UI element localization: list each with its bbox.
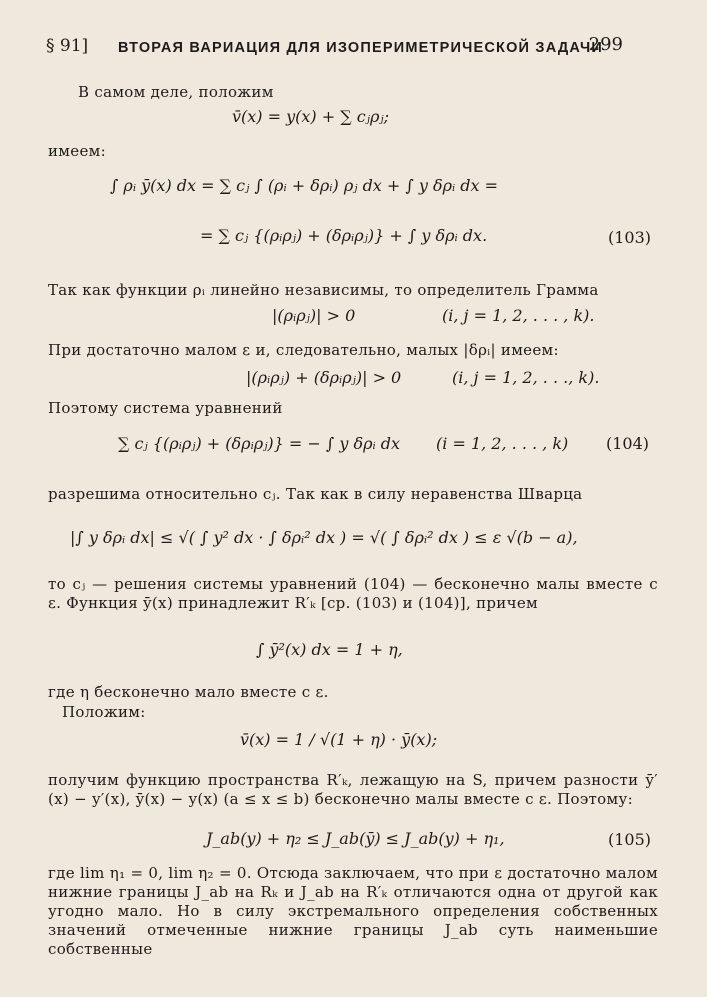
equation-6: |∫ y δρᵢ dx| ≤ √( ∫ y² dx · ∫ δρᵢ² dx ) = √( ∫ δρᵢ² dx ) ≤ ε √(b − a), bbox=[70, 528, 578, 547]
paragraph-11: где lim η₁ = 0, lim η₂ = 0. Отсюда заключаем, что при ε достаточно малом нижние границы J_ab на Rₖ и J_ab на R′ₖ отличаются одна от другой как угодно мало. Но в силу экстремального определения собственных значений отмеченные нижние границы J_ab суть наименьшие собственные bbox=[48, 864, 658, 958]
equation-7: ∫ ȳ²(x) dx = 1 + η, bbox=[256, 640, 403, 659]
equation-2-rhs: = ∑ cⱼ {(ρᵢρⱼ) + (δρᵢρⱼ)} + ∫ y δρᵢ dx. bbox=[200, 226, 488, 245]
equation-1: v̄(x) = y(x) + ∑ cⱼρⱼ; bbox=[232, 107, 389, 126]
equation-9: J_ab(y) + η₂ ≤ J_ab(ȳ) ≤ J_ab(y) + η₁, bbox=[206, 829, 505, 848]
equation-3-condition: (i, j = 1, 2, . . . , k). bbox=[442, 306, 595, 325]
equation-4: |(ρᵢρⱼ) + (δρᵢρⱼ)| > 0 bbox=[246, 368, 402, 387]
paragraph-4: При достаточно малом ε и, следовательно, малых |δρᵢ| имеем: bbox=[48, 341, 559, 359]
equation-number-103: (103) bbox=[608, 228, 652, 247]
paragraph-3: Так как функции ρᵢ линейно независимы, то определитель Грамма bbox=[48, 281, 599, 299]
running-title: ВТОРАЯ ВАРИАЦИЯ ДЛЯ ИЗОПЕРИМЕТРИЧЕСКОЙ ЗАДАЧИ bbox=[118, 40, 604, 56]
paragraph-7: то cⱼ — решения системы уравнений (104) — бесконечно малы вместе с ε. Функция ȳ(x) принадлежит R′ₖ [ср. (103) и (104)], причем bbox=[48, 575, 658, 612]
paragraph-1: В самом деле, положим bbox=[78, 83, 274, 101]
equation-number-105: (105) bbox=[608, 830, 652, 849]
paragraph-10: получим функцию пространства R′ₖ, лежащую на S, причем разности ȳ′(x) − y′(x), ȳ(x) − y(x) (a ≤ x ≤ b) бесконечно малы вместе с ε. Поэтому: bbox=[48, 771, 658, 808]
paragraph-5: Поэтому система уравнений bbox=[48, 399, 283, 417]
equation-4-condition: (i, j = 1, 2, . . ., k). bbox=[452, 368, 600, 387]
paragraph-2: имеем: bbox=[48, 142, 106, 160]
page-number: 299 bbox=[588, 34, 623, 55]
equation-5: ∑ cⱼ {(ρᵢρⱼ) + (δρᵢρⱼ)} = − ∫ y δρᵢ dx bbox=[118, 434, 401, 453]
paragraph-8: где η бесконечно мало вместе с ε. bbox=[48, 683, 329, 701]
equation-number-104: (104) bbox=[606, 434, 650, 453]
paragraph-6: разрешима относительно cⱼ. Так как в силу неравенства Шварца bbox=[48, 485, 583, 503]
equation-5-condition: (i = 1, 2, . . . , k) bbox=[436, 434, 569, 453]
equation-2-lhs: ∫ ρᵢ ȳ(x) dx = ∑ cⱼ ∫ (ρᵢ + δρᵢ) ρⱼ dx + ∫ y δρᵢ dx = bbox=[110, 176, 499, 195]
paragraph-9: Положим: bbox=[62, 703, 146, 721]
section-ref: § 91] bbox=[46, 36, 89, 56]
equation-3: |(ρᵢρⱼ)| > 0 bbox=[272, 306, 356, 325]
equation-8: v̄(x) = 1 / √(1 + η) · ȳ(x); bbox=[240, 730, 438, 749]
